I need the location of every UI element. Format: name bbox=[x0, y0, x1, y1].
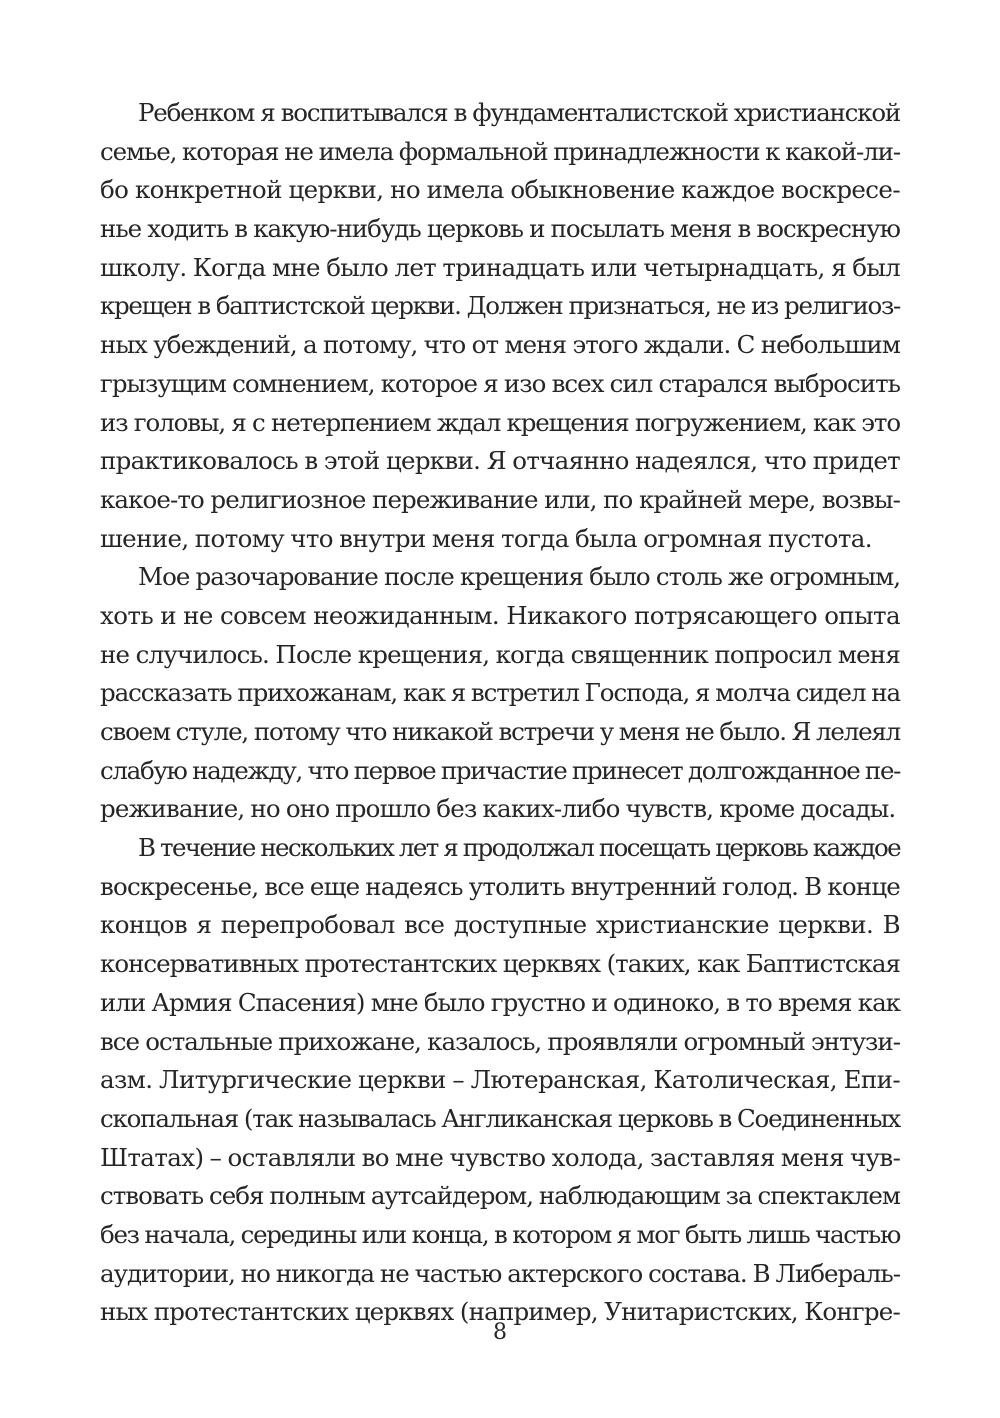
text-line: Ребенком я воспитывался в фундаменталистской христианской bbox=[138, 98, 900, 127]
text-line: рассказать прихожанам, как я встретил Господа, я молча сидел на bbox=[100, 678, 900, 708]
text-line: ствовать себя полным аутсайдером, наблюдающим за спектаклем bbox=[100, 1181, 900, 1211]
text-line: своем стуле, потому что никакой встречи у меня не было. Я лелеял bbox=[100, 717, 900, 746]
paragraph-1 bbox=[100, 94, 900, 558]
text-line: не случилось. После крещения, когда священник попросил меня bbox=[100, 639, 900, 669]
text-line: семье, которая не имела формальной принадлежности к какой-ли- bbox=[100, 136, 900, 166]
text-line: скопальная (так называлась Англиканская церковь в Соединенных bbox=[100, 1103, 900, 1133]
page-number: 8 bbox=[493, 1320, 507, 1345]
text-line: Штатах) – оставляли во мне чувство холода, заставляя меня чув- bbox=[100, 1142, 901, 1172]
text-line: ных убеждений, а потому, что от меня этого ждали. С небольшим bbox=[100, 330, 900, 360]
paragraph-3 bbox=[100, 829, 900, 1332]
text-line: реживание, но оно прошло без каких-либо чувств, кроме досады. bbox=[100, 794, 896, 824]
text-line: бо конкретной церкви, но имела обыкновение каждое воскресе- bbox=[100, 175, 900, 205]
text-line: слабую надежду, что первое причастие принесет долгожданное пе- bbox=[100, 755, 901, 785]
text-line: какое-то религиозное переживание или, по крайней мере, возвы- bbox=[100, 484, 900, 514]
text-line: В течение нескольких лет я продолжал посещать церковь каждое bbox=[138, 833, 900, 863]
paragraph-2 bbox=[100, 558, 900, 829]
text-line: все остальные прихожане, казалось, проявляли огромный энтузи- bbox=[100, 1026, 900, 1056]
text-line: нье ходить в какую-нибудь церковь и посылать меня в воскресную bbox=[100, 214, 900, 244]
text-line: практиковалось в этой церкви. Я отчаянно надеялся, что придет bbox=[100, 446, 900, 476]
text-line: без начала, середины или конца, в котором я мог быть лишь частью bbox=[100, 1219, 900, 1249]
text-line: или Армия Спасения) мне было грустно и одиноко, в то время как bbox=[100, 987, 900, 1017]
text-line: консервативных протестантских церквях (таких, как Баптистская bbox=[100, 949, 900, 979]
text-line: школу. Когда мне было лет тринадцать или четырнадцать, я был bbox=[100, 252, 900, 282]
text-line: грызущим сомнением, которое я изо всех сил старался выбросить bbox=[100, 368, 900, 398]
text-line: Мое разочарование после крещения было столь же огромным, bbox=[138, 562, 900, 592]
text-line: азм. Литургические церкви – Лютеранская, Католическая, Епи- bbox=[100, 1065, 900, 1095]
body-text bbox=[100, 94, 900, 1332]
text-line: концов я перепробовал все доступные христианские церкви. В bbox=[100, 910, 900, 940]
text-line: аудитории, но никогда не частью актерского состава. В Либераль- bbox=[100, 1258, 900, 1288]
text-line: из головы, я с нетерпением ждал крещения погружением, как это bbox=[100, 407, 900, 437]
text-line: крещен в баптистской церкви. Должен признаться, не из религиоз- bbox=[100, 291, 900, 321]
text-line: хоть и не совсем неожиданным. Никакого потрясающего опыта bbox=[100, 600, 900, 630]
text-line: шение, потому что внутри меня тогда была огромная пустота. bbox=[100, 523, 872, 553]
text-line: воскресенье, все еще надеясь утолить внутренний голод. В конце bbox=[100, 871, 900, 901]
text-line: ных протестантских церквях (например, Унитаристских, Конгре- bbox=[100, 1297, 900, 1327]
